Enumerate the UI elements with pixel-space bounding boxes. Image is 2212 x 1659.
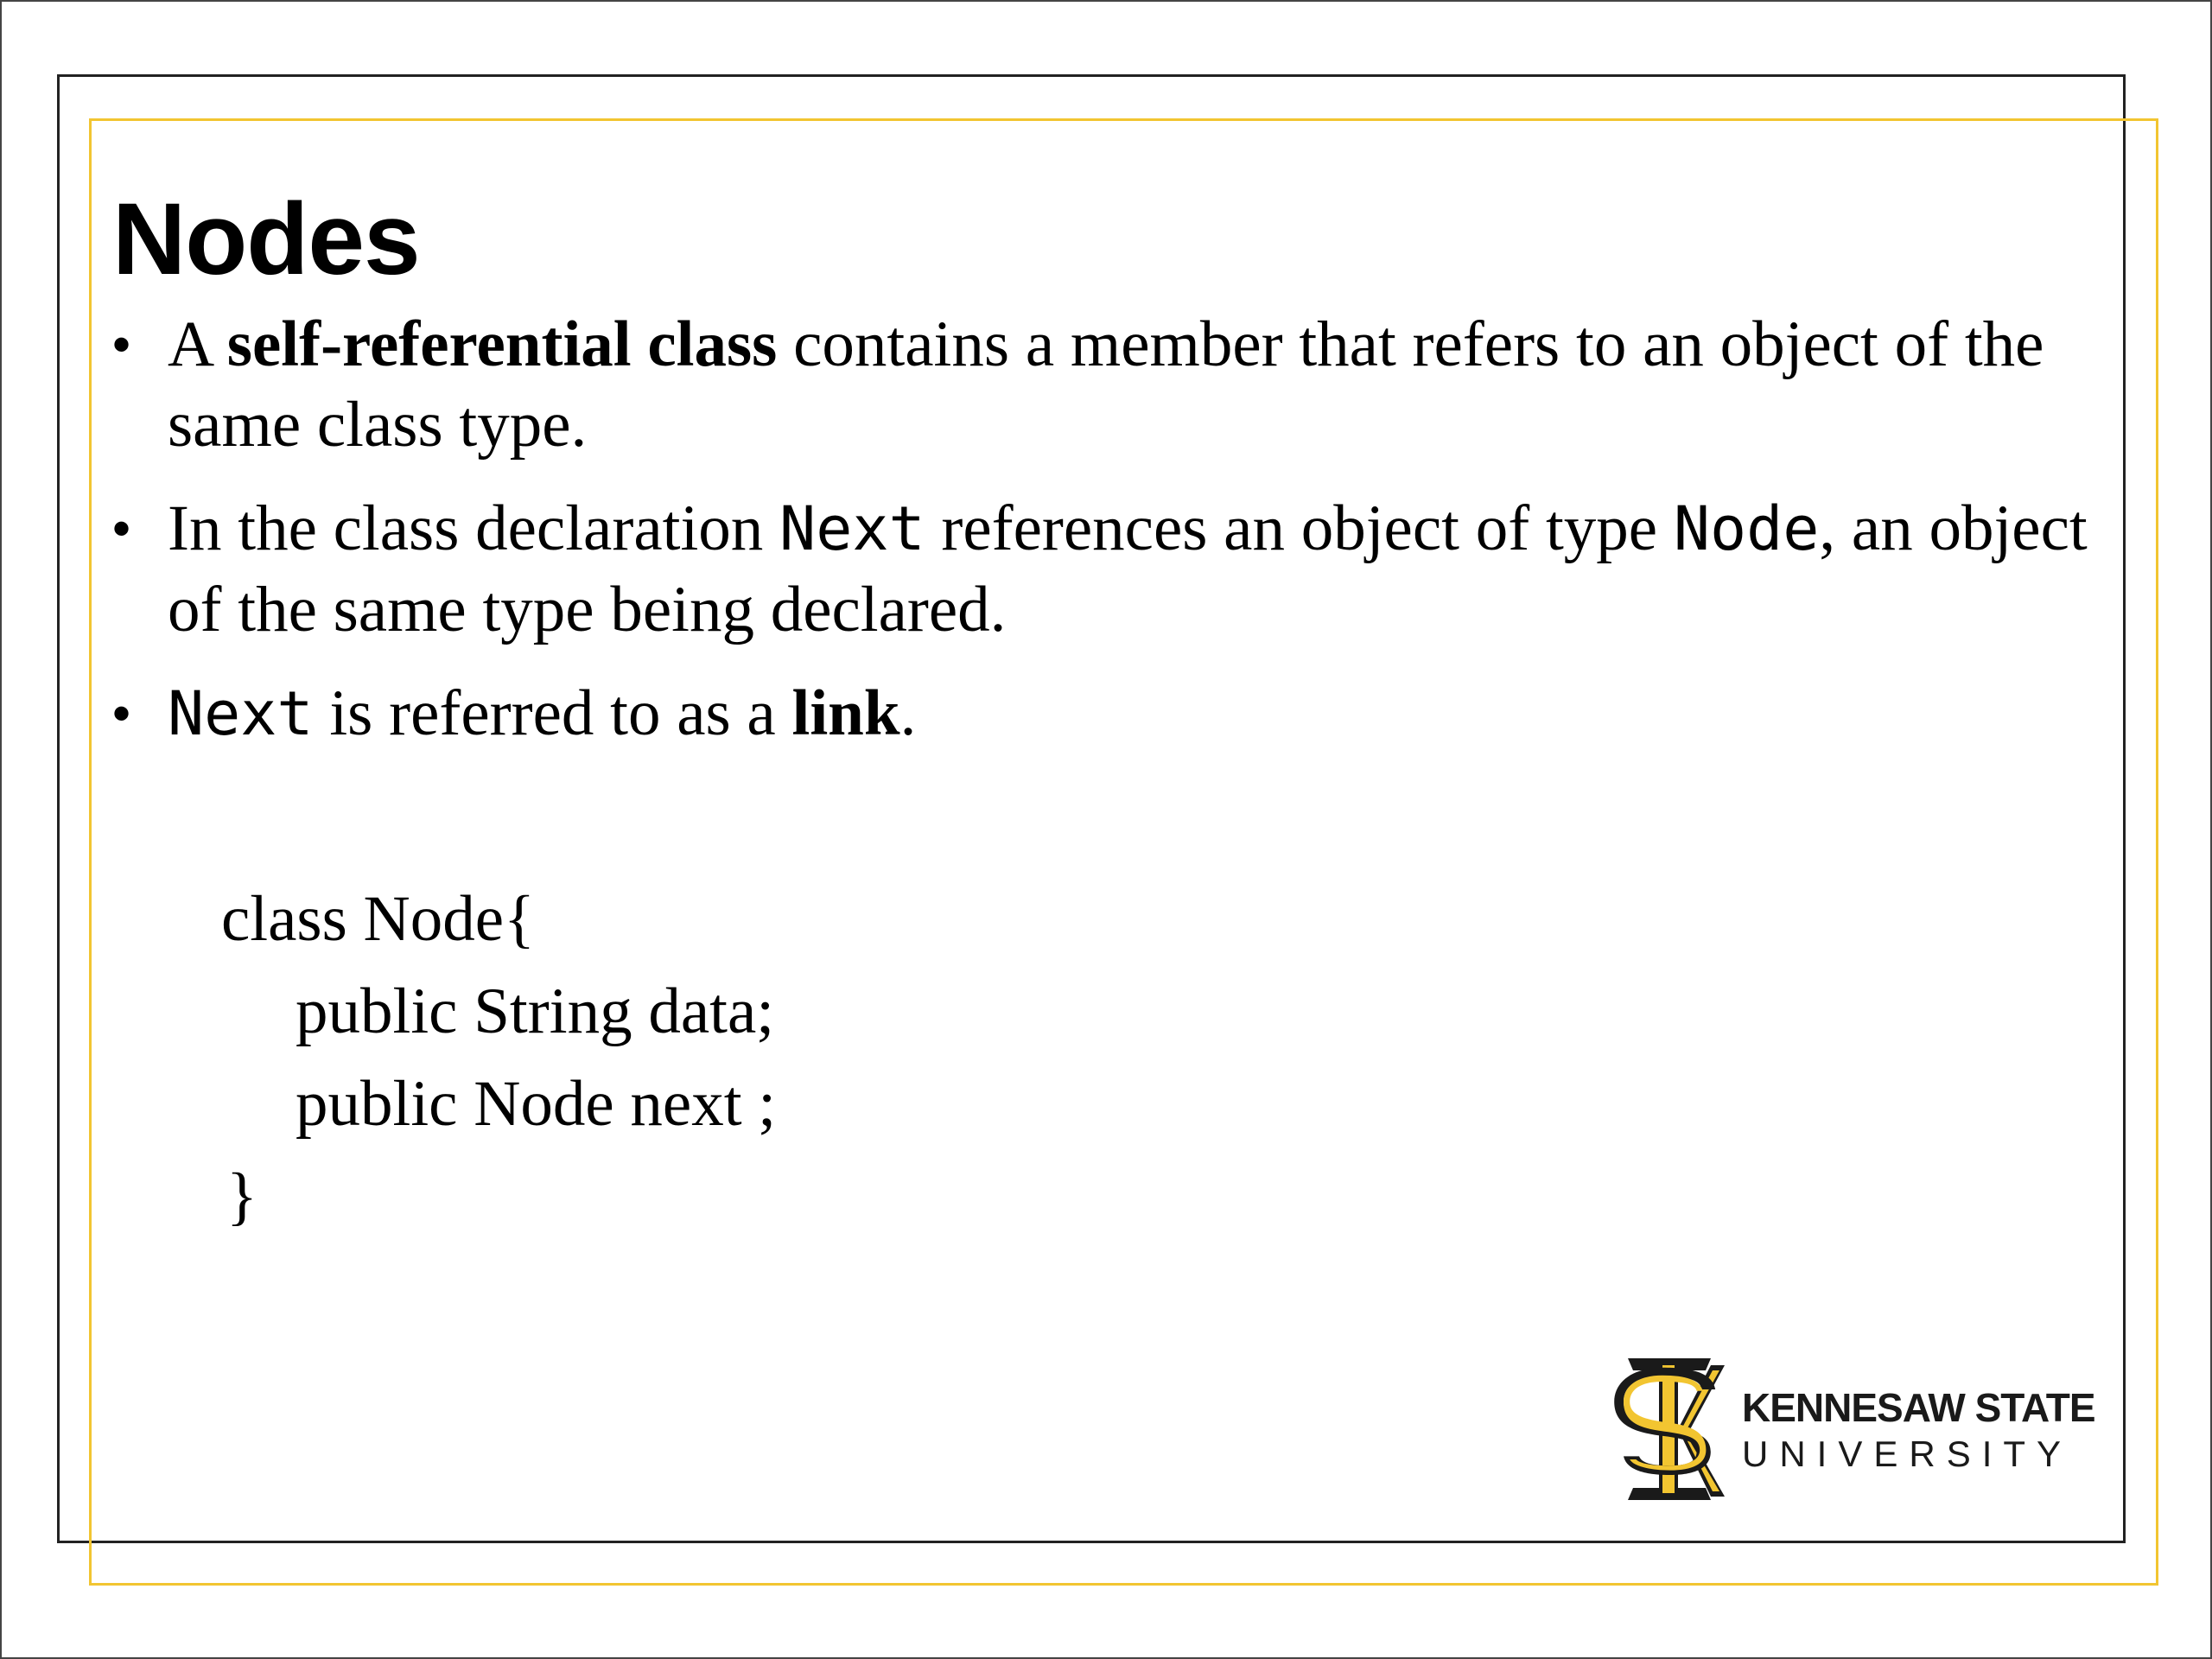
bullet-list <box>112 304 2126 778</box>
slide-title: Nodes <box>112 182 420 296</box>
bold-term: self-referential class <box>226 308 778 380</box>
bullet-text: . <box>899 677 917 749</box>
bullet-text: , an object of the same type being declared. <box>168 493 2088 645</box>
bullet-icon: • <box>112 684 131 742</box>
university-logo <box>1609 1355 2095 1503</box>
code-line: } <box>226 1160 257 1232</box>
bullet-text: In the class declaration <box>168 493 780 564</box>
logo-subtext: UNIVERSITY <box>1742 1433 2073 1474</box>
bold-term: link <box>791 677 900 749</box>
code-line: public Node next ; <box>296 1068 777 1140</box>
bullet-item <box>112 304 2126 465</box>
logo-wordmark: KENNESAW STATE <box>1742 1385 2095 1430</box>
code-line: class Node{ <box>221 883 535 955</box>
bullet-icon: • <box>112 499 131 557</box>
code-term: Node <box>1673 493 1820 564</box>
bullet-text: is referred to as a <box>313 677 792 749</box>
code-block <box>221 873 776 1243</box>
ks-monogram-icon <box>1609 1355 1730 1503</box>
bullet-item <box>112 488 2126 650</box>
bullet-icon: • <box>112 315 131 373</box>
code-term: Next <box>779 493 925 564</box>
code-term: Next <box>168 678 314 749</box>
bullet-text: references an object of type <box>925 493 1674 564</box>
bullet-item <box>112 673 2126 754</box>
bullet-text: A <box>168 308 227 380</box>
bullet-text: contains a member that refers to an object of the same class type. <box>168 308 2044 461</box>
code-line: public String data; <box>296 976 775 1047</box>
